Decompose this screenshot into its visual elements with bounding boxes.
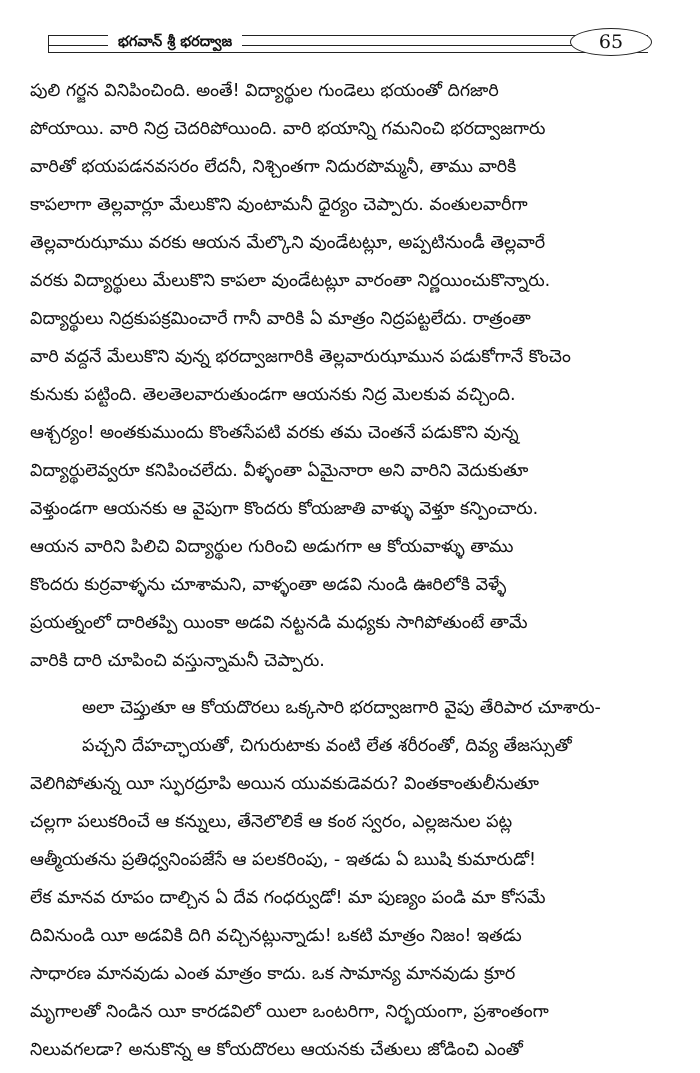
text-line: నిలువగలడా? అనుకొన్న ఆ కోయదొరలు ఆయనకు చేతులు జోడించి ఎంతో bbox=[30, 1040, 523, 1060]
page-body bbox=[30, 72, 660, 1069]
text-line: విద్యార్థులు నిద్రకుపక్రమించారే గానీ వారికి ఏ మాత్రం నిద్రపట్టలేదు. రాత్రంతా bbox=[30, 309, 531, 329]
text-line: వరకు విద్యార్థులు మేలుకొని కాపలా వుండేటట్లూ వారంతా నిర్ణయించుకొన్నారు. bbox=[30, 271, 551, 291]
text-line: పోయాయి. వారి నిద్ర చెదరిపోయింది. వారి భయాన్ని గమనించి భరద్వాజగారు bbox=[30, 119, 546, 139]
header-left-border bbox=[48, 35, 49, 53]
text-line: సాధారణ మానవుడు ఎంత మాత్రం కాదు. ఒక సామాన్య మానవుడు క్రూర bbox=[30, 964, 516, 984]
text-line: వారితో భయపడనవసరం లేదనీ, నిశ్చింతగా నిదురపొమ్మనీ, తాము వారికి bbox=[30, 157, 517, 177]
text-line: మృగాలతో నిండిన యీ కారడవిలో యిలా ఒంటరిగా, నిర్భయంగా, ప్రశాంతంగా bbox=[30, 1002, 549, 1022]
text-line: వెలిగిపోతున్న యీ స్ఫురద్రూపి అయిన యువకుడెవరు? వింతకాంతులీనుతూ bbox=[30, 774, 539, 794]
text-line: చల్లగా పలుకరించే ఆ కన్నులు, తేనెలొలికే ఆ కంఠ స్వరం, ఎల్లజనుల పట్ల bbox=[30, 812, 513, 832]
text-line: పచ్చని దేహచ్ఛాయతో, చిగురుటాకు వంటి లేత శరీరంతో, దివ్య తేజస్సుతో bbox=[82, 736, 572, 756]
text-line: వారికి దారి చూపించి వస్తున్నామనీ చెప్పారు. bbox=[30, 651, 325, 671]
text-line: విద్యార్థులెవ్వరూ కనిపించలేదు. వీళ్ళంతా ఏమైనారా అని వారిని వెదుకుతూ bbox=[30, 461, 529, 481]
text-line: పులి గర్జన వినిపించింది. అంతే! విద్యార్థుల గుండెలు భయంతో దిగజారి bbox=[30, 81, 499, 101]
text-line: ఆయన వారిని పిలిచి విద్యార్థుల గురించి అడుగగా ఆ కోయవాళ్ళు తాము bbox=[30, 537, 514, 557]
header-title: భగవాన్ శ్రీ భరద్వాజ bbox=[108, 32, 242, 52]
text-line: లేక మానవ రూపం దాల్చిన ఏ దేవ గంధర్వుడో! మా పుణ్యం పండి మా కోసమే bbox=[30, 888, 546, 908]
text-line: ప్రయత్నంలో దారితప్పి యింకా అడవి నట్టనడి మధ్యకు సాగిపోతుంటే తామే bbox=[30, 613, 528, 633]
text-line: వెళ్తుండగా ఆయనకు ఆ వైపుగా కొందరు కోయజాతి వాళ్ళు వెళ్తూ కన్పించారు. bbox=[30, 499, 539, 519]
text-line: వారి వద్దనే మేలుకొని వున్న భరద్వాజగారికి తెల్లవారుఝామున పడుకోగానే కొంచెం bbox=[30, 347, 571, 367]
text-line: తెల్లవారుఝాము వరకు ఆయన మేల్కొని వుండేటట్లూ, అప్పటినుండీ తెల్లవారే bbox=[30, 233, 546, 253]
page-number: 65 bbox=[570, 28, 652, 56]
running-header bbox=[48, 33, 648, 53]
text-line: కొందరు కుర్రవాళ్ళను చూశామని, వాళ్ళంతా అడవి నుండి ఊరిలోకి వెళ్ళే bbox=[30, 575, 507, 595]
text-line: కాపలాగా తెల్లవార్లూ మేలుకొని వుంటామనీ ధైర్యం చెప్పారు. వంతులవారీగా bbox=[30, 195, 528, 215]
header-rule-bottom bbox=[48, 52, 648, 53]
text-line: ఆశ్చర్యం! అంతకుముందు కొంతసేపటి వరకు తమ చెంతనే పడుకొని వున్న bbox=[30, 423, 519, 443]
text-line: దివినుండి యీ అడవికి దిగి వచ్చినట్లున్నాడు! ఒకటి మాత్రం నిజం! ఇతడు bbox=[30, 926, 522, 946]
text-line: అలా చెప్తుతూ ఆ కోయదొరలు ఒక్కసారి భరద్వాజగారి వైపు తేరిపార చూశారు- bbox=[82, 698, 601, 718]
text-line: ఆత్మీయతను ప్రతిధ్వనింపజేసే ఆ పలకరింపు, - ఇతడు ఏ ఋషి కుమారుడో! bbox=[30, 850, 537, 870]
text-line: కునుకు పట్టింది. తెలతెలవారుతుండగా ఆయనకు నిద్ర మెలకువ వచ్చింది. bbox=[30, 385, 516, 405]
